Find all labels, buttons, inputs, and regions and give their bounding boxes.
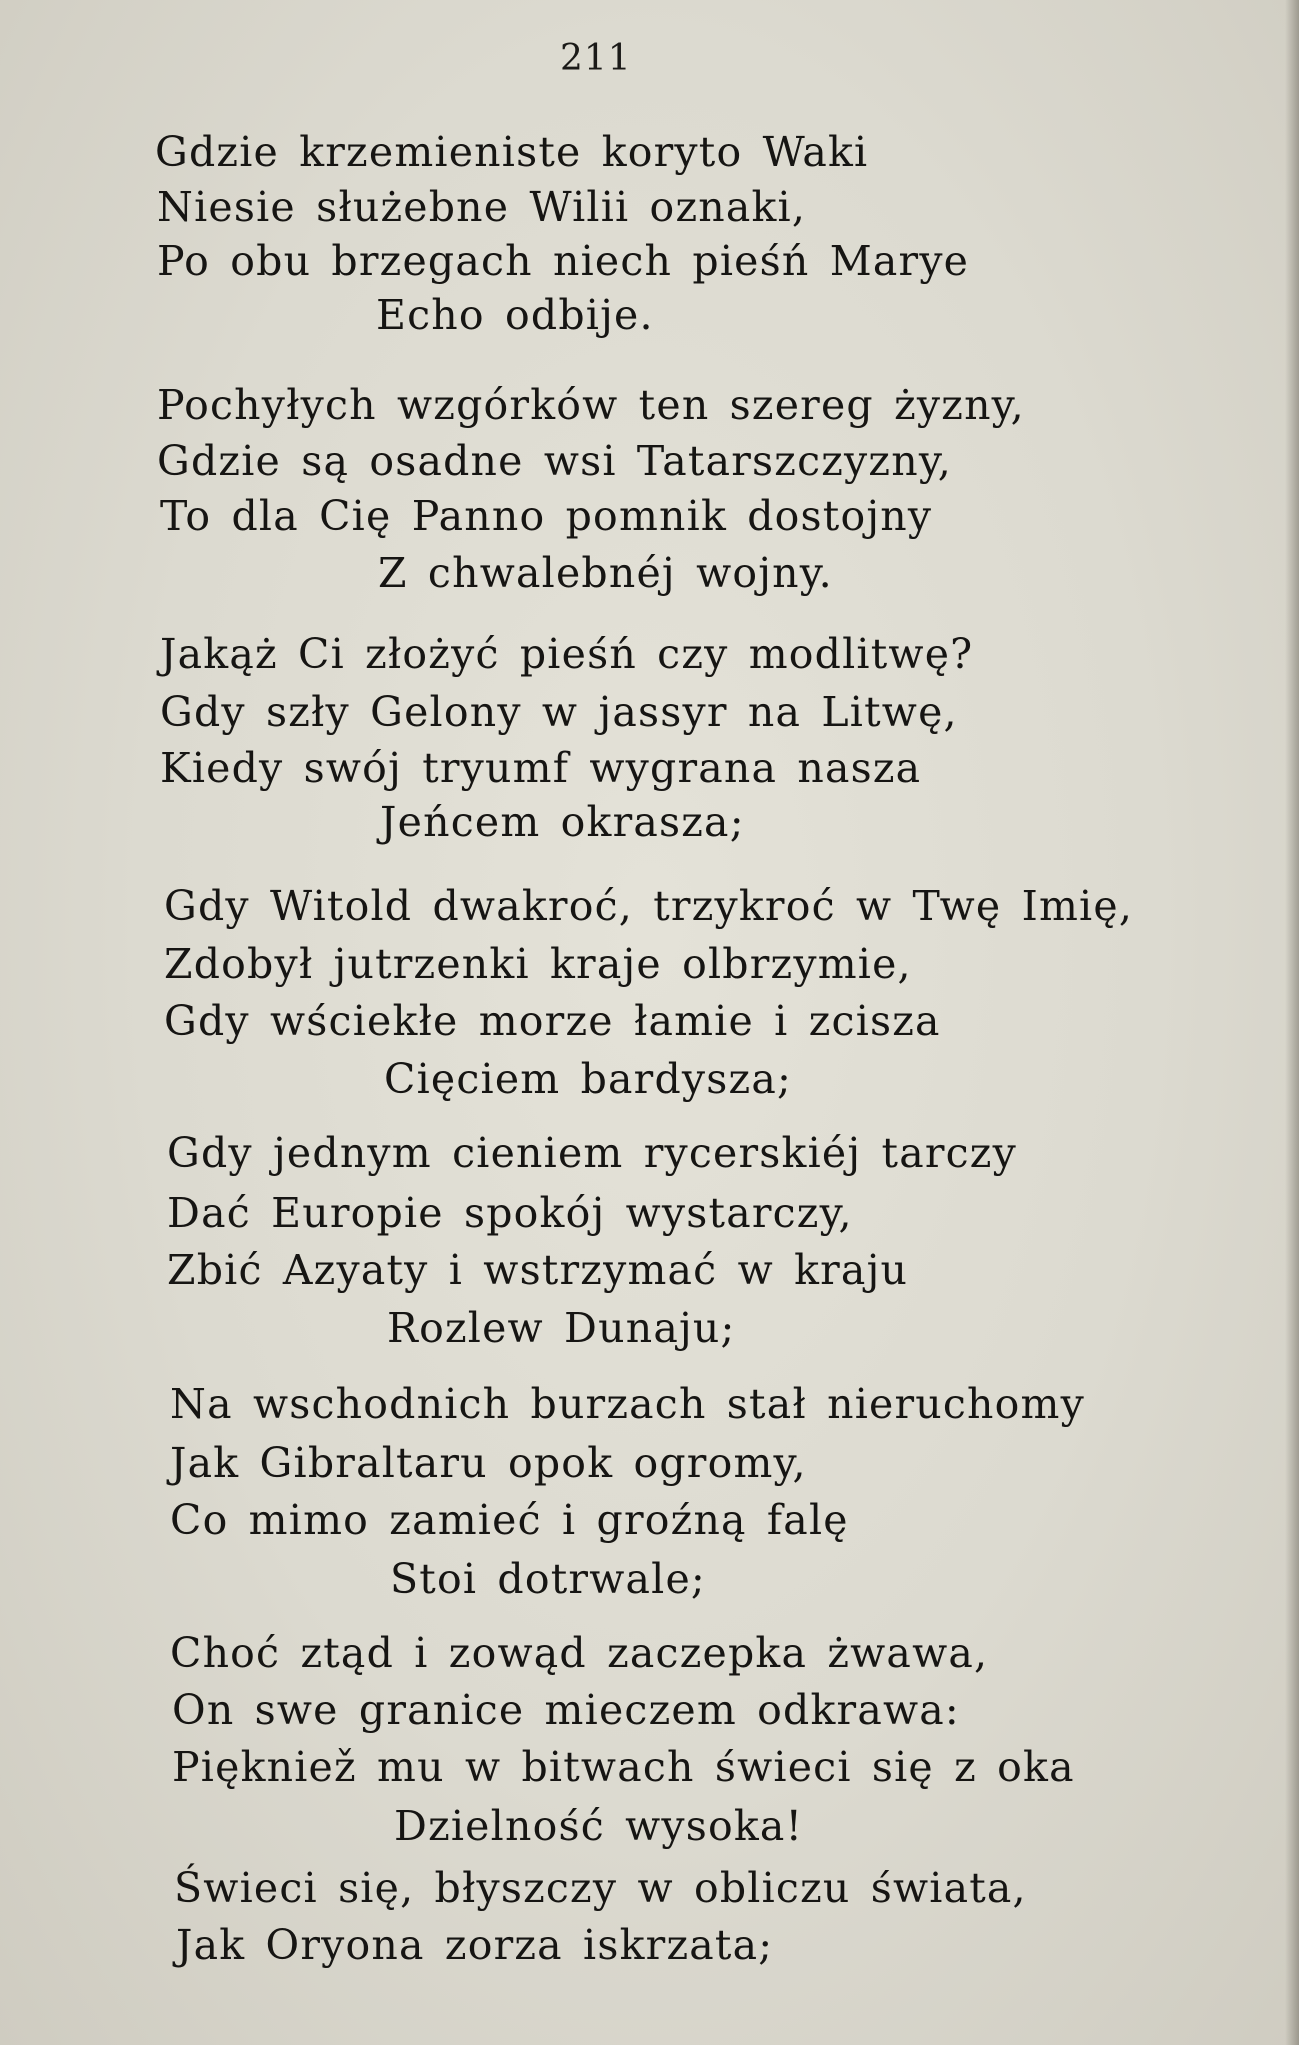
verse-line: Jak Gibraltaru opok ogromy, xyxy=(170,1439,807,1487)
page-edge-shadow xyxy=(1285,0,1299,2045)
verse-line: Jak Oryona zorza iskrzata; xyxy=(176,1921,774,1969)
verse-line-indented: Echo odbije. xyxy=(376,291,654,339)
verse-line: Gdy jednym cieniem rycerskiéj tarczy xyxy=(167,1129,1017,1177)
verse-line-indented: Rozlew Dunaju; xyxy=(387,1304,736,1352)
verse-line: Zbić Azyaty i wstrzymać w kraju xyxy=(167,1246,909,1294)
verse-line: On swe granice mieczem odkrawa: xyxy=(172,1686,960,1734)
verse-line: Co mimo zamieć i groźną falę xyxy=(170,1496,849,1544)
verse-line: Dać Europie spokój wystarczy, xyxy=(167,1189,853,1237)
page-number: 211 xyxy=(560,38,632,79)
verse-line-indented: Z chwalebnéj wojny. xyxy=(378,549,833,597)
verse-line: Jakąż Ci złożyć pieśń czy modlitwę? xyxy=(160,630,974,678)
verse-line-indented: Dzielność wysoka! xyxy=(394,1802,804,1850)
verse-line: Choć ztąd i zowąd zaczepka żwawa, xyxy=(170,1629,989,1677)
verse-line: Pochyłych wzgórków ten szereg żyzny, xyxy=(157,381,1025,429)
verse-line: Niesie służebne Wilii oznaki, xyxy=(157,183,807,231)
verse-line: Piękniež mu w bitwach świeci się z oka xyxy=(172,1743,1075,1791)
verse-line: Gdy Witold dwakroć, trzykroć w Twę Imię, xyxy=(164,882,1134,930)
verse-line-indented: Jeńcem okrasza; xyxy=(380,798,745,846)
verse-line: Gdy wściekłe morze łamie i zcisza xyxy=(164,997,941,1045)
verse-line: Świeci się, błyszczy w obliczu świata, xyxy=(174,1864,1027,1912)
verse-line: Na wschodnich burzach stał nieruchomy xyxy=(170,1380,1085,1428)
verse-line: Gdzie krzemieniste koryto Waki xyxy=(155,128,869,176)
verse-line-indented: Cięciem bardysza; xyxy=(384,1055,792,1103)
verse-line: Kiedy swój tryumf wygrana nasza xyxy=(160,744,922,792)
verse-line: Po obu brzegach niech pieśń Marye xyxy=(157,237,970,285)
verse-line: Gdzie są osadne wsi Tatarszczyzny, xyxy=(157,437,952,485)
verse-line: Gdy szły Gelony w jassyr na Litwę, xyxy=(160,688,958,736)
verse-line-indented: Stoi dotrwale; xyxy=(390,1555,706,1603)
verse-line: To dla Cię Panno pomnik dostojny xyxy=(160,492,933,540)
verse-line: Zdobył jutrzenki kraje olbrzymie, xyxy=(164,940,912,988)
